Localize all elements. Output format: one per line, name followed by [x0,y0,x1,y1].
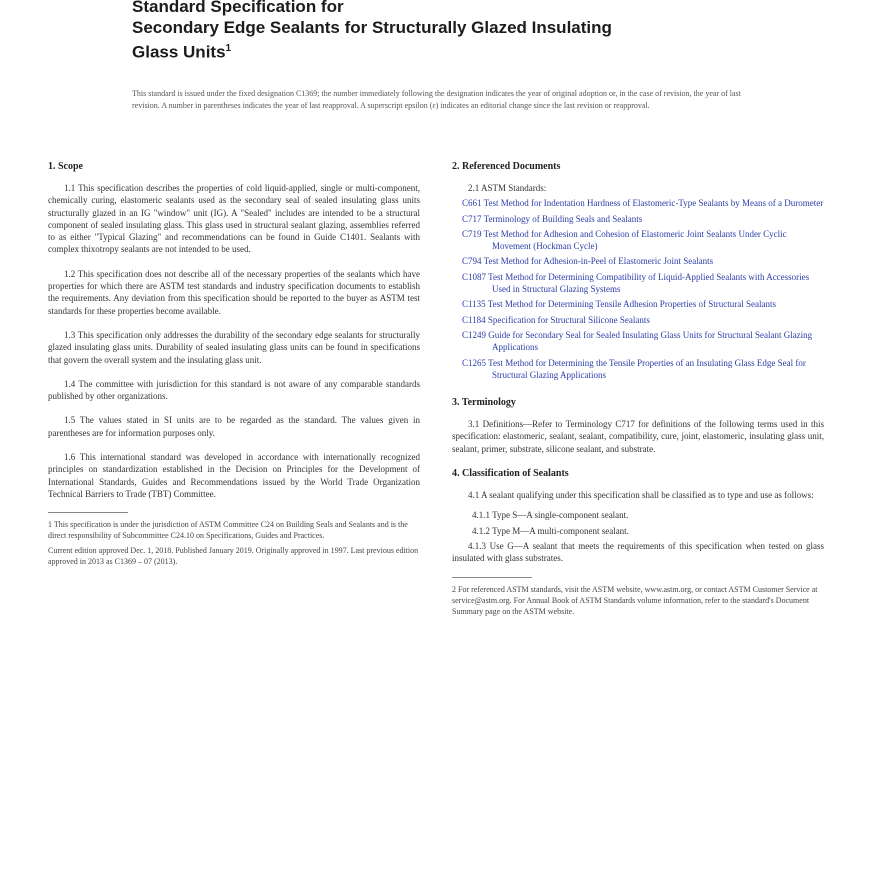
title-line-1: Standard Specification for [132,0,344,16]
section-1-heading: 1. Scope [48,161,83,172]
reference-link[interactable] [452,329,824,354]
paragraph-1-5: 1.5 The values stated in SI units are to be regarded as the standard. The values given in parentheses are for information purposes only. [48,415,420,438]
classification-paragraph: 4.1 A sealant qualifying under this specification shall be classified as to type and use as follows: [468,490,814,501]
reference-code: C1249 [462,329,487,340]
section-4-heading: 4. Classification of Sealants [452,468,569,480]
classification-item: 4.1.1 Type S—A single-component sealant. [472,510,629,521]
section-3-heading: 3. Terminology [452,397,516,409]
reference-title: Terminology of Building Seals and Sealants [483,213,643,224]
designation-notice: This standard is issued under the fixed designation C1369; the number immediately following the designation indicates the year of original adoption or, in the case of revision, the year of last revision. A number in parentheses indicates the year of last reapproval. A superscript epsilon (ε) indicates an editorial change since the last revision or reapproval. [132,89,741,110]
reference-link[interactable] [452,197,824,209]
document-title [132,0,772,63]
classification-item: 4.1.2 Type M—A multi-component sealant. [472,525,629,536]
reference-title: Specification for Structural Silicone Sealants [487,314,650,325]
reference-code: C1184 [462,314,486,325]
footnote-divider [48,512,128,513]
astm-standards-label: 2.1 ASTM Standards: [468,183,547,193]
reference-link[interactable] [452,228,824,253]
left-column [48,160,420,571]
reference-code: C794 [462,256,482,267]
reference-link[interactable] [452,213,824,225]
title-line-3-text: Glass Units [132,42,226,62]
terminology-paragraph: 3.1 Definitions—Refer to Terminology C717 for definitions of the following terms used in this specification: elastomeric, sealant, sealant, compatibility, cure, joint, elastomeric, insulating glass unit, sealant, primer, substrate, silicone sealant, and substrate. [452,419,824,454]
reference-title: Test Method for Adhesion and Cohesion of Elastomeric Joint Sealants Under Cyclic Movement (Hockman Cycle) [483,228,787,252]
reference-title: Test Method for Determining the Tensile Properties of an Insulating Glass Edge Seal for Structural Glazing Applications [488,357,806,380]
reference-title: Test Method for Determining Compatibility of Liquid-Applied Sealants with Accessories Used in Structural Glazing Systems [488,271,810,295]
reference-title: Test Method for Indentation Hardness of Elastomeric-Type Sealants by Means of a Durometer [483,198,824,209]
right-column [452,160,824,621]
reference-link[interactable] [452,255,824,267]
footnote-1: 1 This specification is under the jurisdiction of ASTM Committee C24 on Building Seals and Sealants and is the direct responsibility of Subcommittee C24.10 on Specifications, Guides and Practices. [48,520,408,541]
section-2-heading: 2. Referenced Documents [452,161,561,172]
reference-code: C1135 [462,299,486,310]
footnote-edition: Current edition approved Dec. 1, 2018. Published January 2019. Originally approved in 1997. Last previous edition approved in 2013 as C1369 – 07 (2013). [48,546,419,567]
paragraph-1-3: 1.3 This specification only addresses the durability of the secondary edge sealants for structurally glazed insulating glass units. Durability of sealed insulating glass units can be found in specifications that govern the overall system and the insulating glass unit. [48,329,420,365]
reference-link[interactable] [452,314,824,326]
reference-title: Test Method for Adhesion-in-Peel of Elastomeric Joint Sealants [483,256,714,267]
footnote-2: 2 For referenced ASTM standards, visit the ASTM website, www.astm.org, or contact ASTM Customer Service at service@astm.org. For Annual Book of ASTM Standards volume information, refer to the standard's Document Summary page on the ASTM website. [452,584,818,616]
reference-link[interactable] [452,298,824,310]
reference-code: C717 [462,213,482,224]
paragraph-1-1: 1.1 This specification describes the properties of cold liquid-applied, single or multi-component, chemically curing, elastomeric sealants used as the secondary seal of sealed insulating glass units structurally glazed in an IG "window" unit (IG). A "Sealed" includes are intended to be a structural component of sealed insulating glass. This glass used in structural sealant glazing, assemblies referred to as either "Typical Glazing" and recommendations can be found in Guide C1401. Sealants with complex thixotropy sealants are not intended to be used. [48,183,420,255]
footnote-divider [452,577,532,578]
title-line-3 [132,38,772,63]
reference-title: Guide for Secondary Seal for Sealed Insulating Glass Units for Structural Sealant Glazing Applications [488,329,813,353]
paragraph-1-2: 1.2 This specification does not describe all of the necessary properties of the sealants which have properties for which there are ASTM test standards and industry specification documents to establish the requirements. Any deviation from this specification should be reported to the buyer as ASTM test standards for these properties become available. [48,268,420,316]
reference-link[interactable] [452,271,824,296]
paragraph-1-4: 1.4 The committee with jurisdiction for this standard is not aware of any comparable standards published by other organizations. [48,378,420,402]
title-line-2: Secondary Edge Sealants for Structurally Glazed Insulating [132,18,612,37]
reference-code: C719 [462,228,482,239]
section-spacer [452,384,824,396]
reference-code: C661 [462,198,482,209]
reference-code: C1265 [462,357,487,368]
classification-paragraph-2: 4.1.3 Use G—A sealant that meets the requirements of this specification when tested on glass insulated with glass substrates. [452,540,824,564]
reference-link[interactable] [452,357,824,382]
title-superscript: 1 [225,43,232,54]
paragraph-1-6: 1.6 This international standard was developed in accordance with internationally recognized principles on standardization established in the Decision on Principles for the Development of International Standards, Guides and Recommendations issued by the World Trade Organization Technical Barriers to Trade (TBT) Committee. [48,452,420,499]
reference-title: Test Method for Determining Tensile Adhesion Properties of Structural Sealants [487,299,777,310]
reference-code: C1087 [462,271,487,282]
